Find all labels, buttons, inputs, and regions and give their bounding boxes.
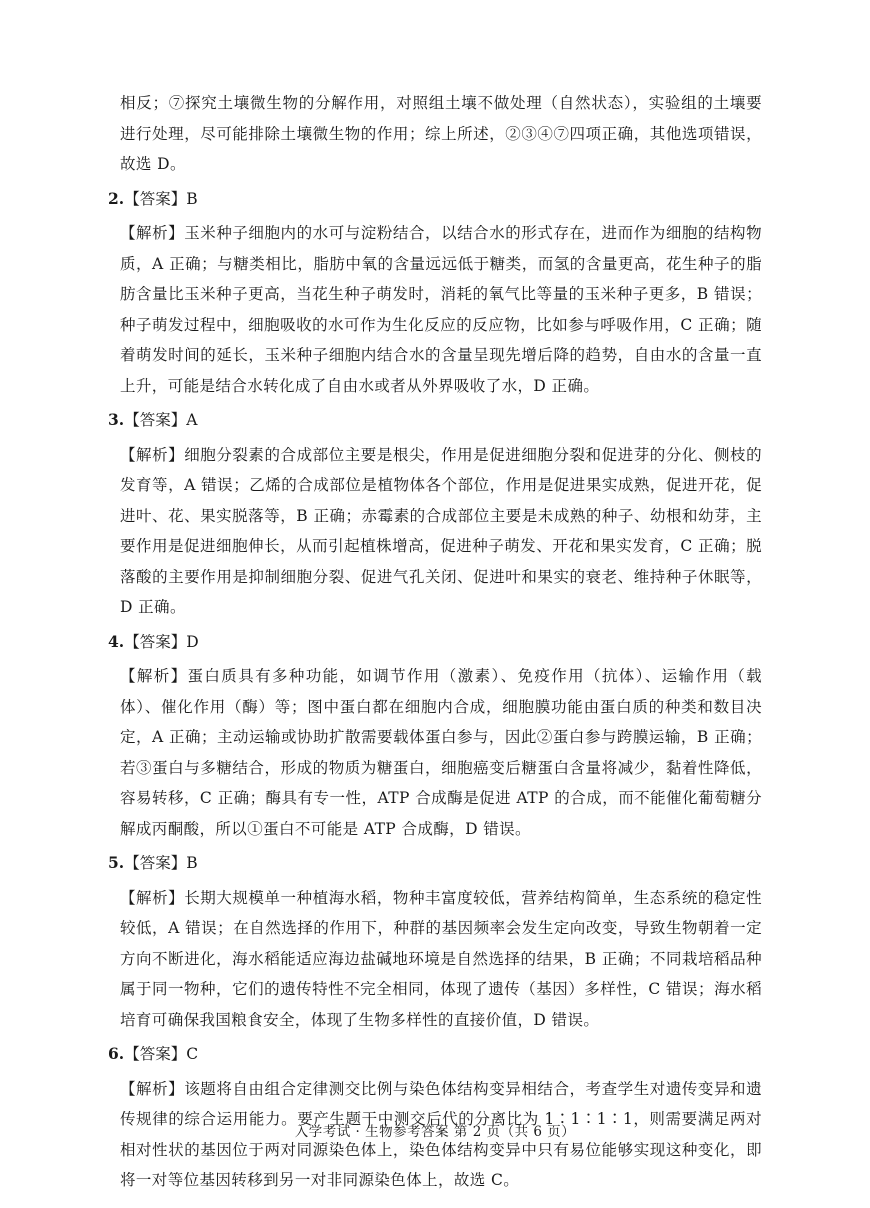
intro-paragraph: 相反；⑦探究土壤微生物的分解作用，对照组土壤不做处理（自然状态），实验组的土壤要进行处理，尽可能排除土壤微生物的作用；综上所述，②③④⑦四项正确，其他选项错误，故选 D。 [120, 94, 762, 173]
question-4 [108, 627, 762, 845]
answer-label: 【答案】C [124, 1045, 199, 1063]
answer-label: 【答案】B [124, 189, 198, 208]
question-number: 4. [108, 631, 125, 651]
analysis-paragraph: 【解析】玉米种子细胞内的水可与淀粉结合，以结合水的形式存在，进而作为细胞的结构物质，A 正确；与糖类相比，脂肪中氧的含量远远低于糖类，而氢的含量更高，花生种子的脂肪含量比玉米种子更高，当花生种子萌发时，消耗的氧气比等量的玉米种子更多，B 错误；种子萌发过程中，细胞吸收的水可作为生化反应的反应物，比如参与呼吸作用，C 正确；随着萌发时间的延长，玉米种子细胞内结合水的含量呈现先增后降的趋势，自由水的含量一直上升，可能是结合水转化成了自由水或者从外界吸收了水，D 正确。 [120, 224, 762, 395]
page-footer: 入学考试 · 生物参考答案 第 2 页（共 6 页） [294, 1124, 576, 1140]
question-2 [108, 184, 762, 402]
question-number: 2. [108, 188, 125, 208]
analysis-paragraph: 【解析】细胞分裂素的合成部位主要是根尖，作用是促进细胞分裂和促进芽的分化、侧枝的发育等，A 错误；乙烯的合成部位是植物体各个部位，作用是促进果实成熟，促进开花，促进叶、花、果实脱落等，B 正确；赤霉素的合成部位主要是未成熟的种子、幼根和幼芽，主要作用是促进细胞伸长，从而引起植株增高，促进种子萌发、开花和果实发育，C 正确；脱落酸的主要作用是抑制细胞分裂、促进气孔关闭、促进叶和果实的衰老、维持种子休眠等，D 正确。 [120, 445, 762, 616]
question-3 [108, 405, 762, 623]
analysis-paragraph: 【解析】蛋白质具有多种功能，如调节作用（激素）、免疫作用（抗体）、运输作用（载体）、催化作用（酶）等；图中蛋白都在细胞内合成，细胞膜功能由蛋白质的种类和数目决定，A 正确；主动运输或协助扩散需要载体蛋白参与，因此②蛋白参与跨膜运输，B 正确；若③蛋白与多糖结合，形成的物质为糖蛋白，细胞癌变后糖蛋白含量将减少，黏着性降低，容易转移，C 正确；酶具有专一性，ATP 合成酶是促进 ATP 的合成，而不能催化葡萄糖分解成丙酮酸，所以①蛋白不可能是 ATP 合成酶，D 错误。 [120, 667, 762, 838]
analysis-paragraph: 【解析】长期大规模单一种植海水稻，物种丰富度较低，营养结构简单，生态系统的稳定性较低，A 错误；在自然选择的作用下，种群的基因频率会发生定向改变，导致生物朝着一定方向不断进化，海水稻能适应海边盐碱地环境是自然选择的结果，B 正确；不同栽培稻品种属于同一物种，它们的遗传特性不完全相同，体现了遗传（基因）多样性，C 错误；海水稻培育可确保我国粮食安全，体现了生物多样性的直接价值，D 错误。 [120, 888, 762, 1029]
question-5 [108, 848, 762, 1035]
analysis-paragraph: 【解析】该题将自由组合定律测交比例与染色体结构变异相结合，考查学生对遗传变异和遗传规律的综合运用能力。要产生题干中测交后代的分离比为 1∶1∶1∶1，则需要满足两对相对性状的基因位于两对同源染色体上，染色体结构变异中只有易位能够实现这种变化，即将一对等位基因转移到另一对非同源染色体上，故选 C。 [120, 1079, 762, 1189]
question-number: 3. [108, 410, 125, 429]
question-6 [108, 1039, 762, 1196]
answer-label: 【答案】B [124, 854, 198, 872]
answer-label: 【答案】A [124, 411, 198, 429]
question-number: 5. [108, 853, 125, 872]
question-number: 6. [108, 1044, 125, 1063]
answer-label: 【答案】D [124, 632, 199, 651]
